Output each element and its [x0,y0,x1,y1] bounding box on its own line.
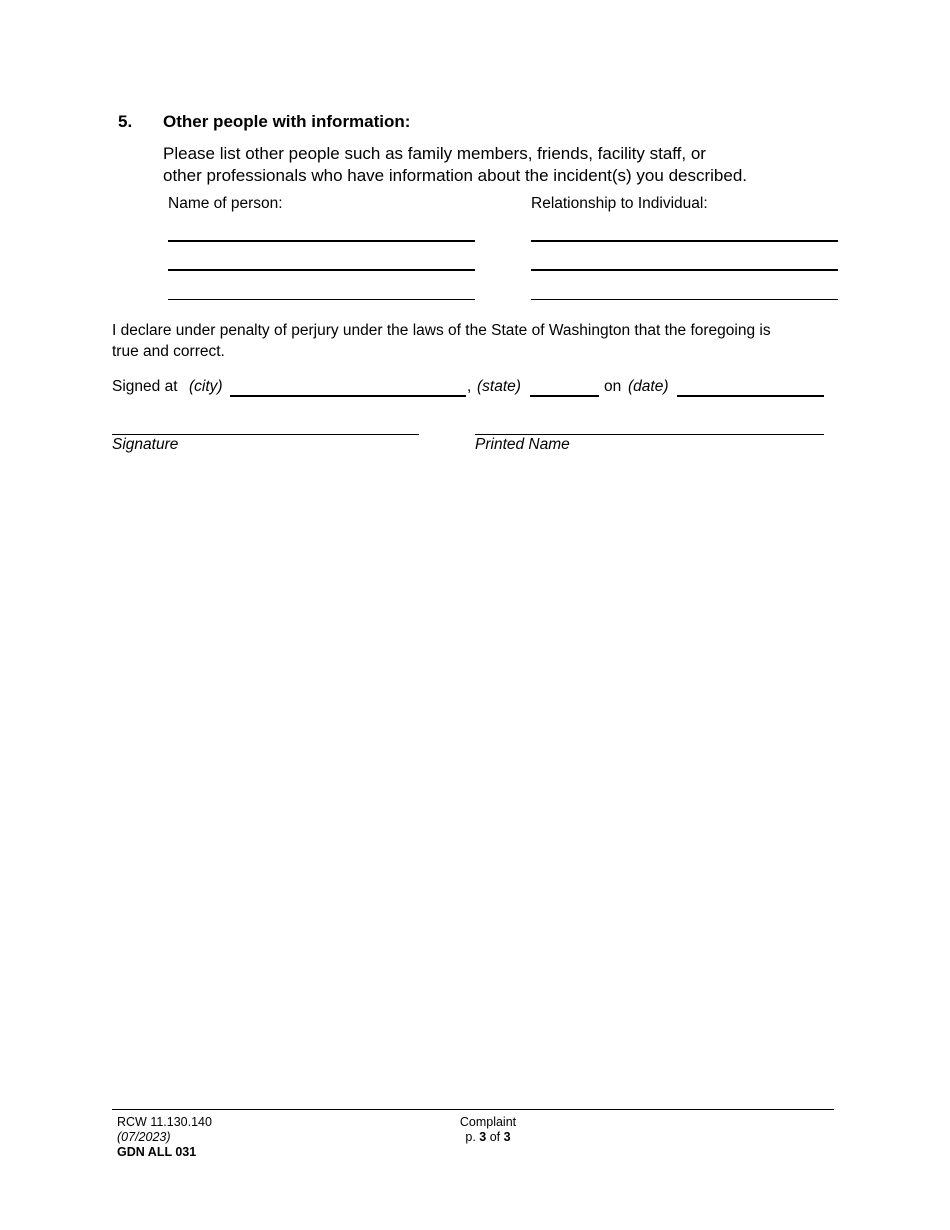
relationship-field-2[interactable] [531,269,838,271]
perjury-declaration [112,320,852,362]
signed-at-label: Signed at [112,378,178,395]
section-instructions [163,143,823,187]
date-label: (date) [628,378,669,395]
signature-field[interactable] [112,434,419,435]
printed-name-label: Printed Name [475,436,570,453]
relationship-field-3[interactable] [531,299,838,300]
footer-left [117,1115,212,1160]
footer-divider [112,1109,834,1110]
person-name-field-3[interactable] [168,299,475,300]
instructions-line-2: other professionals who have information about the incident(s) you described. [163,166,748,185]
city-field[interactable] [230,395,466,397]
page-of: of [489,1130,501,1144]
state-field[interactable] [530,395,599,397]
person-name-field-1[interactable] [168,240,475,242]
section-number: 5. [118,112,133,131]
footer-form-title: Complaint [459,1115,517,1129]
state-label: (state) [477,378,521,395]
printed-name-field[interactable] [475,434,824,435]
page-current: 3 [479,1130,487,1144]
signature-label: Signature [112,436,179,453]
relationship-field-1[interactable] [531,240,838,242]
name-of-person-label: Name of person: [168,195,283,212]
date-field[interactable] [677,395,824,397]
on-label: on [604,378,622,395]
page-total: 3 [503,1130,511,1144]
relationship-label: Relationship to Individual: [531,195,708,212]
declaration-line-2: true and correct. [112,343,225,360]
city-label: (city) [189,378,223,395]
footer-revision: (07/2023) [117,1130,171,1144]
instructions-line-1: Please list other people such as family members, friends, facility staff, or [163,144,706,163]
footer-rcw: RCW 11.130.140 [117,1115,212,1129]
footer-page-number [438,1130,538,1145]
footer-form-code: GDN ALL 031 [117,1145,197,1159]
declaration-line-1: I declare under penalty of perjury under the laws of the State of Washington that the foregoing is [112,322,771,339]
page-prefix: p. [465,1130,476,1144]
footer-center [438,1115,538,1145]
section-title: Other people with information: [163,112,411,131]
person-name-field-2[interactable] [168,269,475,271]
comma-separator: , [467,378,472,395]
